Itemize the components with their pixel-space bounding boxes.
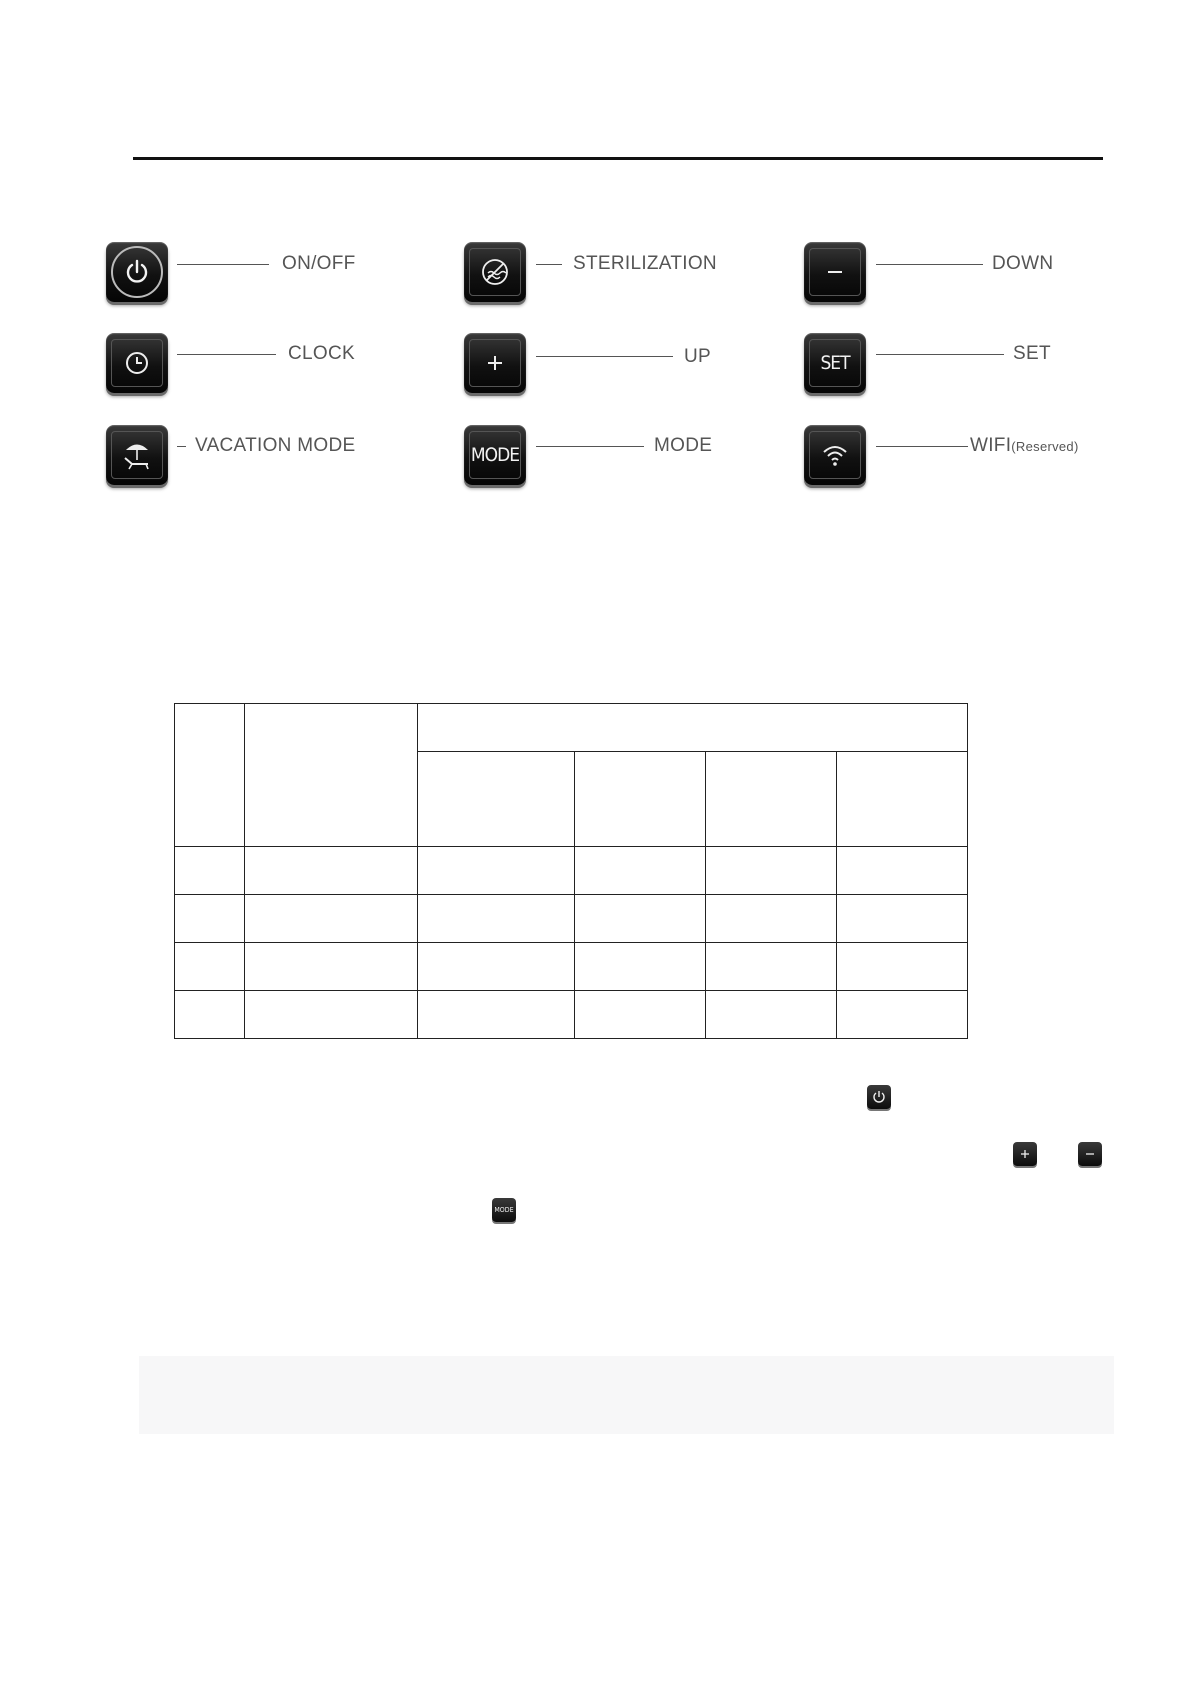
table-cell [837, 847, 968, 895]
table-cell [706, 752, 837, 847]
sterilization-label: STERILIZATION [573, 253, 717, 274]
header-rule [133, 157, 1103, 160]
table-cell [418, 991, 575, 1039]
on-off-leader [177, 264, 269, 265]
table-header-row [175, 704, 968, 752]
up-button[interactable] [464, 333, 526, 393]
table-row [175, 991, 968, 1039]
wifi-label [970, 435, 1079, 457]
wifi-button[interactable] [804, 425, 866, 485]
set-label: SET [1013, 343, 1051, 364]
note-box [139, 1356, 1114, 1434]
inline-mode-icon [492, 1198, 516, 1222]
table-cell [575, 752, 706, 847]
table-cell [418, 704, 968, 752]
sterilization-button[interactable] [464, 242, 526, 302]
table-cell [175, 704, 245, 847]
table-cell [175, 943, 245, 991]
table-cell [575, 943, 706, 991]
mode-glyph: MODE [470, 444, 520, 466]
up-label: UP [684, 346, 711, 367]
inline-power-icon [867, 1085, 891, 1109]
table-cell [706, 943, 837, 991]
plus-icon [469, 339, 521, 387]
mode-label: MODE [654, 435, 713, 456]
table-cell [575, 991, 706, 1039]
table-cell [245, 704, 418, 847]
table-cell [175, 991, 245, 1039]
beach-umbrella-icon [111, 431, 163, 479]
minus-icon [809, 248, 861, 296]
clock-leader [177, 354, 276, 355]
table-cell [837, 752, 968, 847]
vacation-mode-label: VACATION MODE [195, 435, 356, 456]
sterilization-leader [536, 264, 562, 265]
table-cell [245, 847, 418, 895]
wifi-icon [809, 431, 861, 479]
vacation-mode-button[interactable] [106, 425, 168, 485]
set-icon [809, 339, 861, 387]
table-cell [418, 895, 575, 943]
table-cell [175, 895, 245, 943]
table-cell [837, 895, 968, 943]
table-cell [706, 847, 837, 895]
set-glyph: SET [820, 352, 850, 374]
wifi-label-text: WIFI [970, 435, 1012, 456]
power-icon [111, 246, 163, 298]
table-cell [706, 895, 837, 943]
table-cell [418, 943, 575, 991]
clock-button[interactable] [106, 333, 168, 393]
mode-icon [469, 431, 521, 479]
table-row [175, 895, 968, 943]
table-cell [175, 847, 245, 895]
on-off-label: ON/OFF [282, 253, 356, 274]
clock-icon [111, 339, 163, 387]
wifi-leader [876, 446, 968, 447]
up-leader [536, 356, 673, 357]
mode-leader [536, 446, 644, 447]
wifi-label-note: (Reserved) [1011, 439, 1079, 454]
table-cell [837, 943, 968, 991]
set-leader [876, 354, 1004, 355]
table-row [175, 847, 968, 895]
inline-minus-icon [1078, 1142, 1102, 1166]
sterilization-icon [469, 248, 521, 296]
down-label: DOWN [992, 253, 1054, 274]
mode-button[interactable] [464, 425, 526, 485]
inline-mode-glyph: MODE [494, 1206, 514, 1214]
table-cell [245, 943, 418, 991]
table-cell [575, 895, 706, 943]
on-off-button[interactable] [106, 242, 168, 302]
table-cell [575, 847, 706, 895]
set-button[interactable] [804, 333, 866, 393]
table-cell [706, 991, 837, 1039]
table-cell [245, 895, 418, 943]
table-cell [418, 752, 575, 847]
down-button[interactable] [804, 242, 866, 302]
table-cell [418, 847, 575, 895]
clock-label: CLOCK [288, 343, 355, 364]
table-row [175, 943, 968, 991]
down-leader [876, 264, 983, 265]
inline-plus-icon [1013, 1142, 1037, 1166]
settings-table [174, 703, 968, 1039]
table-cell [837, 991, 968, 1039]
vacation-mode-leader [177, 446, 186, 447]
table-cell [245, 991, 418, 1039]
